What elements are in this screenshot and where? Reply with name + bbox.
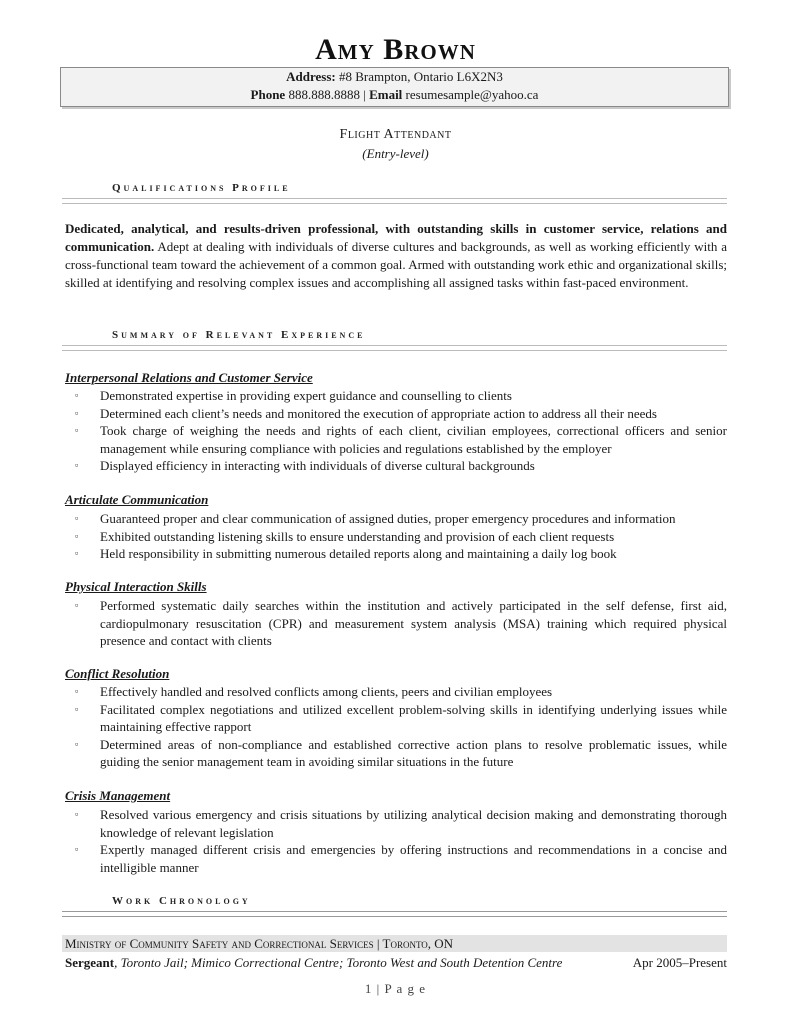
address-label: Address:: [286, 69, 336, 84]
employer-bar: Ministry of Community Safety and Correctional Services | Toronto, ON: [62, 935, 727, 952]
section-heading-qualifications: Qualifications Profile: [112, 182, 291, 194]
qualifications-intro: Dedicated, analytical, and results-driven professional, with outstanding skills in customer service, relations and communication.: [65, 221, 727, 254]
contact-box: [60, 67, 729, 107]
bullet-icon: ▫: [75, 844, 79, 854]
list-item: [65, 683, 727, 701]
address-line: [61, 68, 728, 86]
list-item: [65, 841, 727, 876]
experience-group-list: [65, 387, 727, 475]
list-item: [65, 545, 727, 563]
bullet-icon: ▫: [75, 530, 79, 541]
list-item-text: Demonstrated expertise in providing expert guidance and counselling to clients: [100, 388, 512, 403]
list-item-text: Expertly managed different crisis and emergencies by offering instructions and recommendations in a concise and intelligible manner: [100, 842, 727, 875]
section-divider: [62, 916, 727, 917]
contact-separator: |: [363, 87, 366, 102]
list-item-text: Held responsibility in submitting numerous detailed reports along and maintaining a daily log book: [100, 546, 617, 561]
bullet-icon: ▫: [75, 513, 79, 523]
list-item: [65, 736, 727, 771]
experience-group-title: Crisis Management: [65, 788, 171, 803]
list-item-text: Performed systematic daily searches within the institution and actively participated in the self defense, first aid, cardiopulmonary resuscitation (CPR) and measurement system analysis (MSA) training which required physical presence and contact with clients: [100, 598, 727, 648]
role-dates: Apr 2005–Present: [632, 955, 727, 970]
bullet-icon: ▫: [75, 686, 79, 696]
experience-group-list: [65, 510, 727, 563]
page-number: 1 | P a g e: [364, 981, 427, 996]
list-item-text: Guaranteed proper and clear communication of assigned duties, proper emergency procedures and information: [100, 511, 676, 526]
bullet-icon: ▫: [75, 425, 79, 435]
job-title: Flight Attendant: [339, 127, 452, 142]
list-item: [65, 701, 727, 736]
section-divider: [62, 198, 727, 199]
experience-group-list: [65, 597, 727, 650]
bullet-icon: ▫: [75, 600, 79, 610]
list-item-text: Determined each client’s needs and monitored the execution of appropriate action to address all their needs: [100, 405, 657, 421]
list-item-text: Exhibited outstanding listening skills to ensure understanding and provision of each client requests: [100, 528, 615, 544]
list-item: [65, 387, 727, 405]
list-item: [65, 597, 727, 650]
list-item-text: Facilitated complex negotiations and utilized excellent problem-solving skills in identifying underlying issues while maintaining effective rapport: [100, 701, 727, 734]
experience-group-list: [65, 683, 727, 771]
phone-label: Phone: [250, 87, 286, 102]
section-divider: [62, 911, 727, 912]
qualifications-paragraph: [65, 220, 727, 292]
experience-group-list: [65, 806, 727, 876]
qualifications-text: Adept at dealing with individuals of diverse cultures and backgrounds, as well as working efficiently with a cross-functional team toward the achievement of a common goal. Armed with outstanding work ethic and organizational skills; skilled at identifying and resolving complex issues and accomplishing all assigned tasks within fast-paced environment.: [65, 239, 727, 290]
bullet-icon: ▫: [75, 390, 79, 400]
experience-group-title: Interpersonal Relations and Customer Service: [65, 370, 313, 385]
bullet-icon: ▫: [75, 738, 79, 749]
list-item-text: Took charge of weighing the needs and rights of each client, civilian employees, correctional officers and senior management while ensuring compliance with policies and regulations established by the employer: [100, 423, 727, 456]
phone-value: 888.888.8888: [288, 87, 360, 102]
phone-email-line: [61, 86, 728, 104]
bullet-icon: ▫: [75, 703, 79, 714]
bullet-icon: ▫: [75, 460, 79, 470]
experience-group-title: Articulate Communication: [65, 492, 209, 507]
list-item: [65, 528, 727, 546]
candidate-name: Amy Brown: [315, 33, 476, 66]
list-item-text: Determined areas of non-compliance and established corrective action plans to resolve problematic issues, while guiding the senior management team in avoiding similar situations in the future: [100, 736, 727, 769]
email-label: Email: [369, 87, 403, 102]
bullet-icon: ▫: [75, 809, 79, 819]
section-divider: [62, 350, 727, 351]
list-item: [65, 422, 727, 457]
list-item: [65, 510, 727, 528]
bullet-icon: ▫: [75, 407, 79, 418]
list-item-text: Effectively handled and resolved conflicts among clients, peers and civilian employees: [100, 684, 553, 699]
list-item: [65, 806, 727, 841]
list-item-text: Displayed efficiency in interacting with individuals of diverse cultural backgrounds: [100, 458, 535, 473]
role-locations: , Toronto Jail; Mimico Correctional Centre; Toronto West and South Detention Centre: [114, 955, 563, 970]
list-item: [65, 457, 727, 475]
list-item: [65, 405, 727, 423]
section-divider: [62, 203, 727, 204]
bullet-icon: ▫: [75, 548, 79, 558]
section-heading-experience: Summary of Relevant Experience: [112, 329, 366, 341]
section-divider: [62, 345, 727, 346]
experience-group-title: Conflict Resolution: [65, 666, 170, 681]
experience-group-title: Physical Interaction Skills: [65, 579, 207, 594]
address-value: #8 Brampton, Ontario L6X2N3: [338, 69, 503, 84]
section-heading-work: Work Chronology: [112, 895, 251, 907]
list-item-text: Resolved various emergency and crisis situations by utilizing analytical decision making and demonstrating thorough knowledge of relevant legislation: [100, 807, 727, 840]
role-line: [65, 954, 727, 971]
email-value: resumesample@yahoo.ca: [405, 87, 539, 102]
role-title: Sergeant: [65, 955, 115, 970]
job-level: (Entry-level): [362, 146, 429, 161]
